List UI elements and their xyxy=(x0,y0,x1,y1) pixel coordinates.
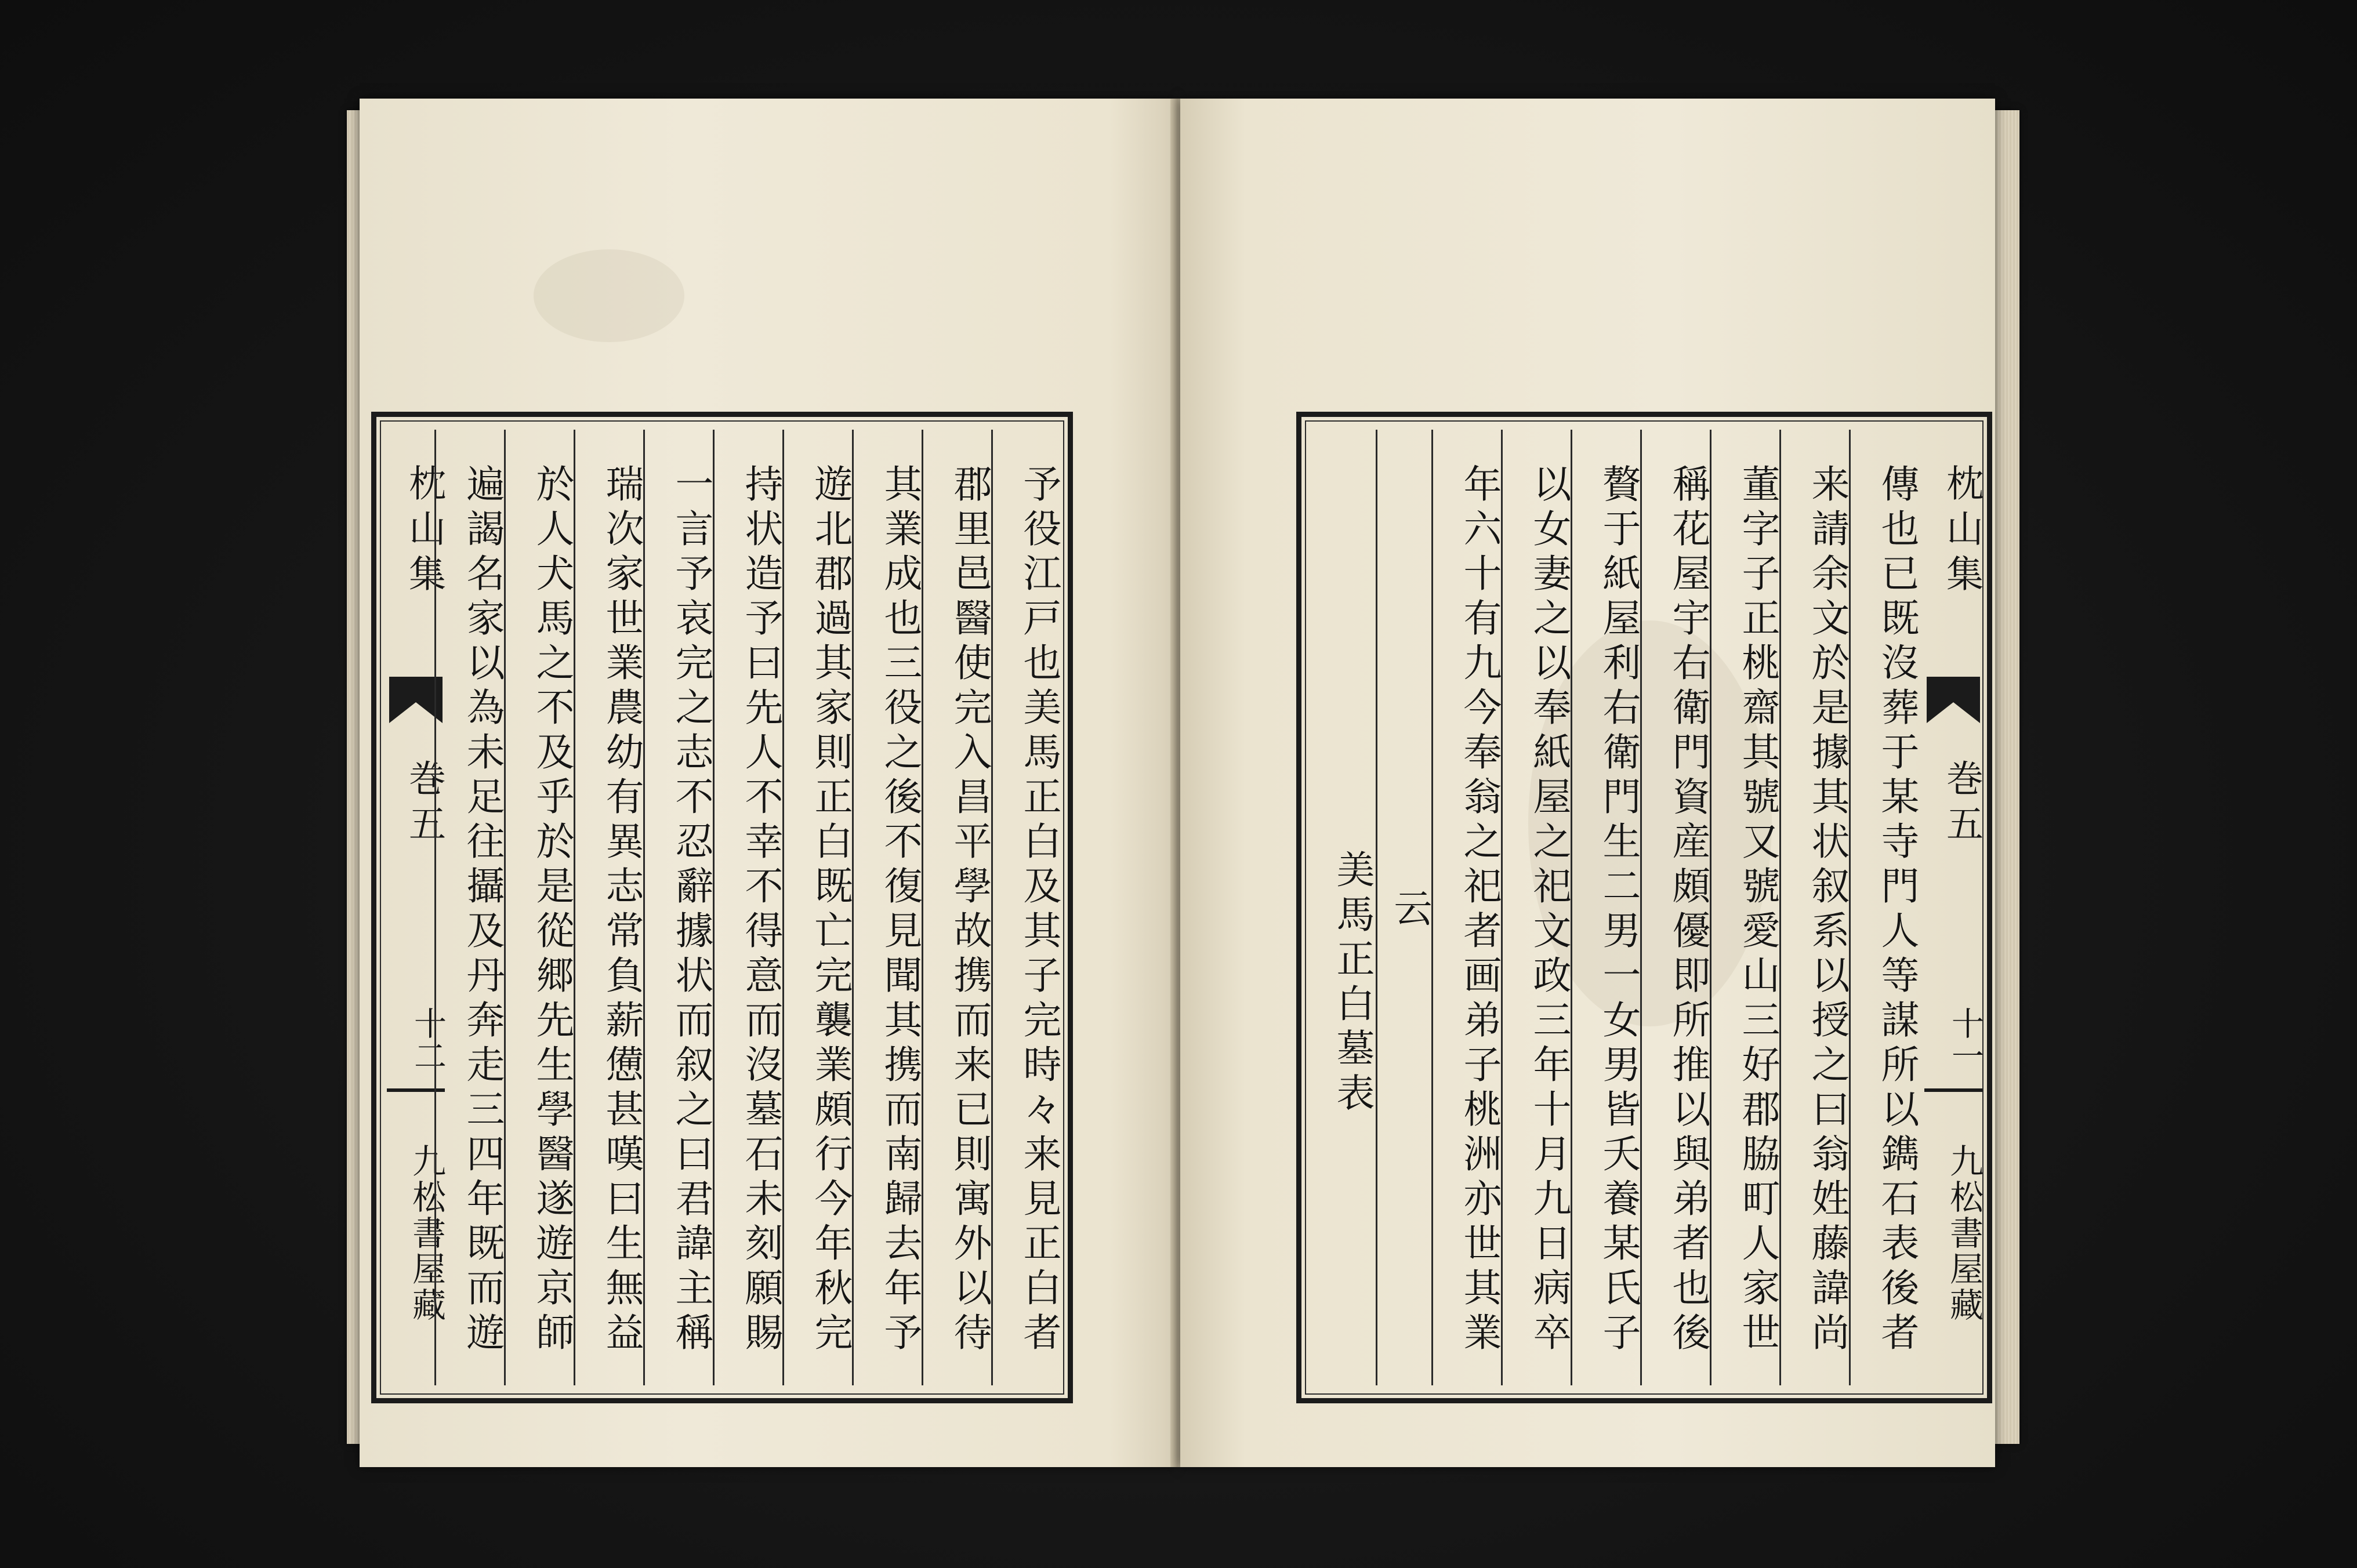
publisher-mark: 九松書屋藏 xyxy=(1944,1144,1983,1323)
column-text: 以女妻之以奉紙屋之祀文政三年十月九日病卒 xyxy=(1526,464,1571,1357)
left-page xyxy=(360,99,1174,1467)
right-text-frame xyxy=(1296,412,1992,1403)
text-column xyxy=(1571,430,1642,1385)
folio-number: 十二 xyxy=(409,1007,447,1072)
volume-label: 巻五 xyxy=(402,759,445,850)
column-text: 云 xyxy=(1387,888,1432,933)
open-book xyxy=(360,99,2007,1467)
folio-number: 十一 xyxy=(1946,1007,1984,1072)
column-text: 董字子正桃齋其號又號愛山三好郡脇町人家世 xyxy=(1735,464,1780,1357)
epitaph-heading: 美馬正白墓表 xyxy=(1330,850,1375,1117)
column-text: 遊北郡過其家則正白既亡完襲業頗行今年秋完 xyxy=(808,464,853,1357)
text-column xyxy=(1640,430,1711,1385)
column-text: 遍謁名家以為未足往攝及丹奔走三四年既而遊 xyxy=(460,464,505,1357)
column-text: 贅于紙屋利右衛門生二男一女男皆夭養某氏子 xyxy=(1596,464,1641,1357)
column-text: 年六十有九今奉翁之祀者画弟子桃洲亦世其業 xyxy=(1457,464,1502,1357)
column-text: 其業成也三役之後不復見聞其携而南歸去年予 xyxy=(877,464,922,1357)
text-column xyxy=(991,430,1063,1385)
text-column xyxy=(782,430,854,1385)
text-column xyxy=(504,430,575,1385)
publisher-mark: 九松書屋藏 xyxy=(407,1144,446,1323)
strip-divider xyxy=(1924,1088,1982,1092)
text-column xyxy=(1779,430,1851,1385)
column-text: 持状造予曰先人不幸不得意而沒墓石未刻願賜 xyxy=(738,464,783,1357)
text-column xyxy=(1710,430,1781,1385)
text-column xyxy=(1431,430,1503,1385)
column-text: 郡里邑醫使完入昌平學故携而来已則寓外以待 xyxy=(947,464,992,1357)
text-column xyxy=(574,430,645,1385)
volume-label: 巻五 xyxy=(1940,759,1983,850)
text-column xyxy=(1849,430,1920,1385)
left-text-frame xyxy=(371,412,1073,1403)
right-page xyxy=(1180,99,1995,1467)
right-center-strip xyxy=(1919,422,1988,1393)
text-column xyxy=(1376,430,1433,1385)
paper-stain xyxy=(534,249,684,342)
book-title: 枕山集 xyxy=(1940,464,1983,600)
heading-column xyxy=(1306,430,1376,1385)
text-column xyxy=(922,430,993,1385)
column-text: 来請余文於是據其状叙系以授之曰翁姓藤諱尚 xyxy=(1805,464,1850,1357)
text-column xyxy=(1501,430,1572,1385)
fishtail-mark xyxy=(1927,677,1980,723)
column-text: 瑞次家世業農幼有異志常負薪憊甚嘆曰生無益 xyxy=(599,464,644,1357)
book-title: 枕山集 xyxy=(402,464,445,600)
text-column xyxy=(434,430,506,1385)
column-text: 一言予哀完之志不忍辭據状而叙之曰君諱主稱 xyxy=(669,464,713,1357)
text-column xyxy=(713,430,784,1385)
column-text: 予役江戸也美馬正白及其子完時々来見正白者 xyxy=(1017,464,1061,1357)
text-column xyxy=(852,430,923,1385)
column-text: 於人犬馬之不及乎於是從郷先生學醫遂遊京師 xyxy=(530,464,574,1357)
column-text: 傳也已既沒葬于某寺門人等謀所以鐫石表後者 xyxy=(1874,464,1919,1357)
text-column xyxy=(643,430,715,1385)
column-text: 稱花屋宇右衛門資産頗優即所推以與弟者也後 xyxy=(1666,464,1710,1357)
